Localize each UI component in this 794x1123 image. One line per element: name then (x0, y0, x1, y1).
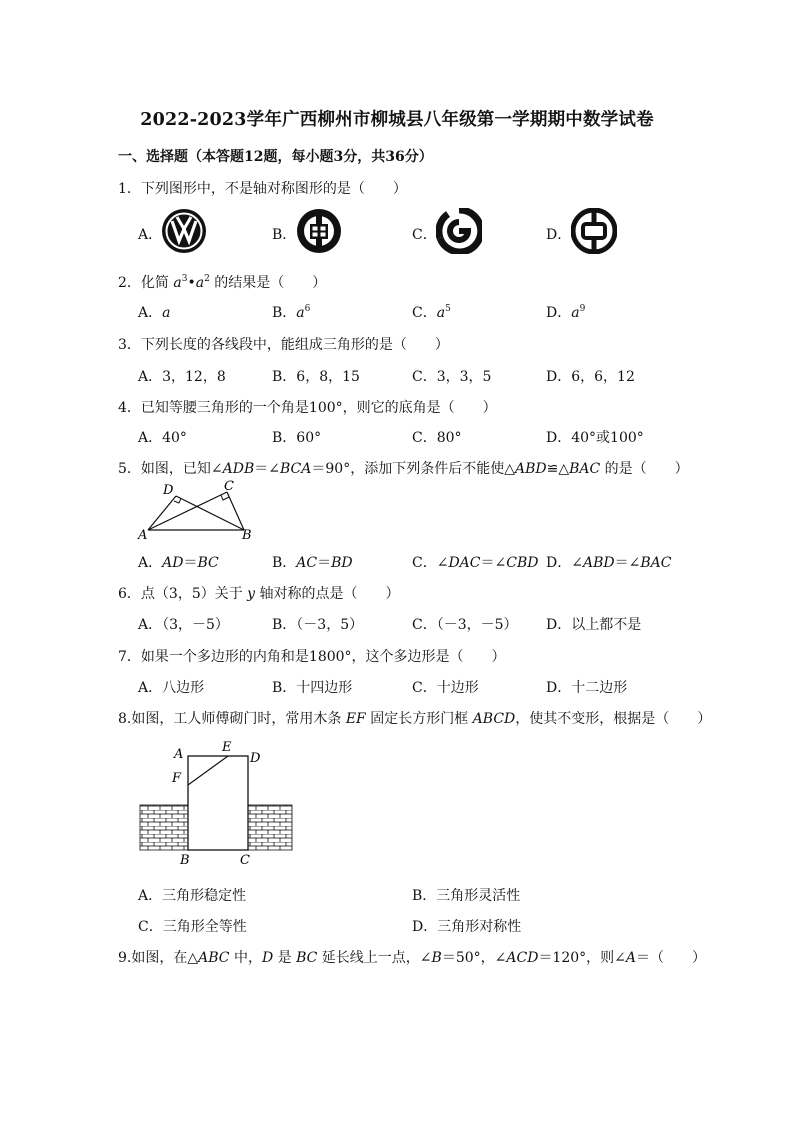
question-5: 5．如图，已知∠ADB＝∠BCA＝90°，添加下列条件后不能使△ABD≌△BAC 的是（ ） (118, 461, 689, 477)
question-2: 2．化简 $a^3•a^2$ 的结果是（ ） (118, 274, 327, 291)
figure8-label-c: C (240, 853, 250, 868)
q4-option-c[interactable]: C．80° (412, 430, 462, 446)
q8-option-a[interactable]: A．三角形稳定性 (138, 888, 247, 904)
q5-option-d[interactable]: D．∠ABD＝∠BAC (546, 555, 672, 571)
q8-door-frame-figure (136, 738, 296, 868)
q7-option-a[interactable]: A．八边形 (138, 680, 205, 696)
q1-label-d[interactable]: D． (546, 227, 572, 243)
figure8-label-d: D (250, 751, 261, 766)
figure5-label-c: C (224, 479, 234, 494)
q7-option-c[interactable]: C．十边形 (412, 680, 479, 696)
figure8-label-f: F (172, 771, 182, 786)
q1-label-a[interactable]: A． (138, 227, 163, 243)
figure8-label-b: B (180, 853, 190, 868)
section-heading: 一、选择题（本答题12题，每小题3分，共36分） (118, 149, 433, 165)
q7-option-b[interactable]: B．十四边形 (272, 680, 353, 696)
q8-option-c[interactable]: C．三角形全等性 (138, 919, 247, 935)
q3-option-a[interactable]: A．3，12，8 (138, 369, 226, 385)
question-7: 7．如果一个多边形的内角和是1800°，这个多边形是（ ） (118, 649, 506, 665)
q4-option-b[interactable]: B．60° (272, 430, 322, 446)
q5-option-b[interactable]: B．AC＝BD (272, 555, 353, 571)
figure8-label-a: A (174, 747, 184, 762)
q1-label-b[interactable]: B． (272, 227, 297, 243)
q7-option-d[interactable]: D．十二边形 (546, 680, 628, 696)
q2-option-b[interactable]: B．$a^6$ (272, 304, 311, 321)
q4-option-a[interactable]: A．40° (138, 430, 187, 446)
q5-option-c[interactable]: C．∠DAC＝∠CBD (412, 555, 539, 571)
q3-option-c[interactable]: C．3，3，5 (412, 369, 492, 385)
q6-option-b[interactable]: B．（－3，5） (272, 617, 364, 633)
question-1: 1．下列图形中，不是轴对称图形的是（ ） (118, 181, 407, 197)
q6-option-a[interactable]: A．（3，－5） (138, 617, 229, 633)
q6-option-d[interactable]: D．以上都不是 (546, 617, 642, 633)
q8-option-d[interactable]: D．三角形对称性 (412, 919, 522, 935)
question-4: 4．已知等腰三角形的一个角是100°，则它的底角是（ ） (118, 400, 497, 416)
volkswagen-logo (161, 208, 207, 254)
question-6: 6．点（3，5）关于 y 轴对称的点是（ ） (118, 586, 400, 602)
q8-option-b[interactable]: B．三角形灵活性 (412, 888, 521, 904)
page-title: 2022-2023学年广西柳州市柳城县八年级第一学期期中数学试卷 (140, 110, 654, 130)
q5-option-a[interactable]: A．AD＝BC (138, 555, 219, 571)
q2-option-a[interactable]: A．a (138, 305, 171, 321)
question-3: 3．下列长度的各线段中，能组成三角形的是（ ） (118, 337, 449, 353)
q2-option-c[interactable]: C．$a^5$ (412, 304, 451, 321)
q3-option-d[interactable]: D．6，6，12 (546, 369, 635, 385)
figure5-label-a: A (138, 528, 148, 542)
figure5-label-b: B (242, 528, 252, 542)
figure5-label-d: D (163, 483, 174, 498)
q1-label-c[interactable]: C． (412, 227, 437, 243)
figure8-label-e: E (222, 740, 232, 755)
q2-option-d[interactable]: D．$a^9$ (546, 304, 586, 321)
q4-option-d[interactable]: D．40°或100° (546, 430, 644, 446)
bank-of-china-logo (571, 208, 617, 254)
question-8: 8.如图，工人师傅砌门时，常用木条 EF 固定长方形门框 ABCD，使其不变形，根据是（ ） (118, 711, 712, 727)
q6-option-c[interactable]: C．（－3，－5） (412, 617, 518, 633)
china-construction-bank-logo (436, 208, 482, 254)
q5-triangle-figure (136, 478, 262, 542)
icbc-logo (296, 208, 342, 254)
q3-option-b[interactable]: B．6，8，15 (272, 369, 360, 385)
question-9: 9.如图，在△ABC 中，D 是 BC 延长线上一点，∠B＝50°，∠ACD＝120°，则∠A＝（ ） (118, 950, 707, 966)
